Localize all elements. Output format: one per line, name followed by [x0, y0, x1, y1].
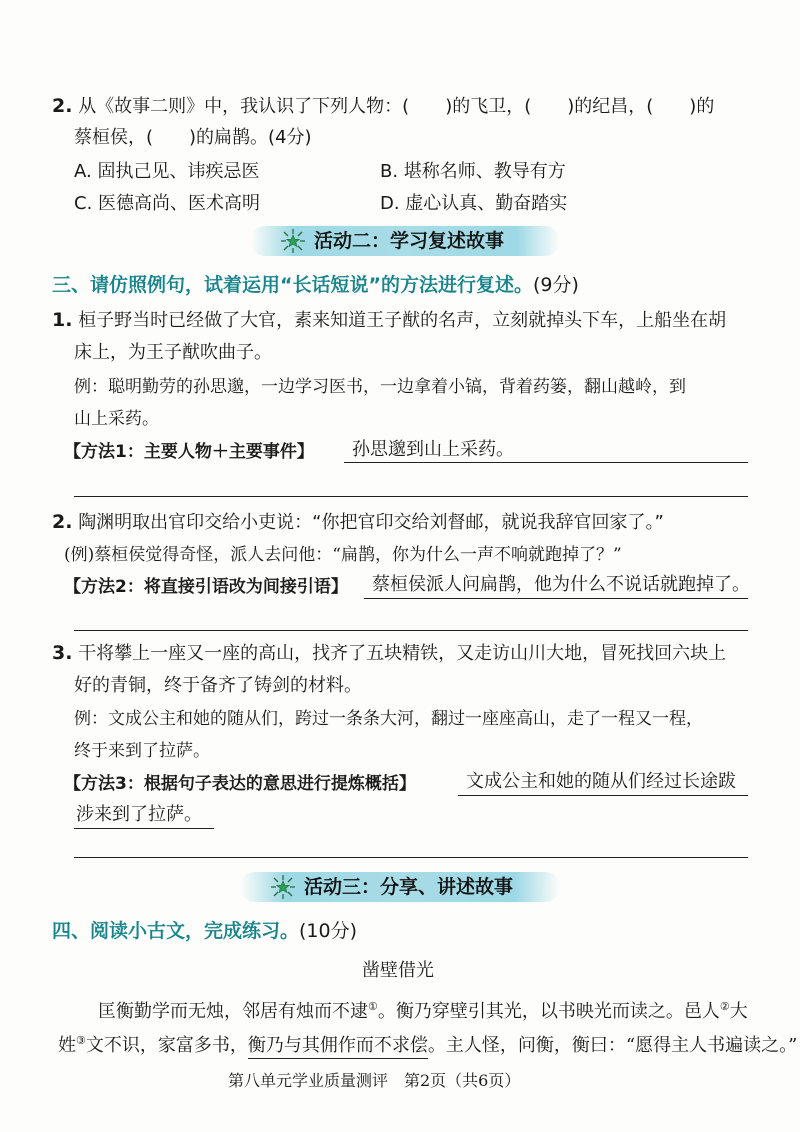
- item-1-example-line2: 山上采药。: [74, 409, 159, 429]
- item-2-line1: [52, 510, 664, 535]
- item-1-line1: [52, 308, 726, 333]
- passage-text: 文不识，家富多书，: [85, 1035, 248, 1056]
- item-3-example-line2: 终于来到了拉萨。: [74, 741, 210, 761]
- passage-text: 。衡乃穿壁引其光，以书映光而读之。邑人: [377, 1001, 720, 1022]
- activity-2-title: 活动二：学习复述故事: [314, 230, 505, 252]
- passage-text: 匡衡勤学而无烛，邻居有烛而不逮: [98, 1001, 368, 1022]
- item-3-answer-line1: 文成公主和她的随从们经过长途跋: [466, 771, 736, 792]
- item-3-answer-line2: 涉来到了拉萨。: [76, 804, 202, 825]
- option-a: A. 固执己见、讳疾忌医: [74, 161, 260, 182]
- sparkle-star-icon: [270, 874, 296, 900]
- item-1-method: 【方法1：主要人物＋主要事件】: [64, 442, 314, 462]
- item-number: 2.: [52, 511, 73, 533]
- activity-3-banner: [240, 872, 560, 902]
- footnote-marker: ①: [368, 1000, 378, 1013]
- answer-line: [74, 496, 748, 497]
- section-4-heading: [52, 918, 357, 944]
- answer-line: [364, 598, 748, 599]
- item-number: 1.: [52, 309, 73, 331]
- item-2-method: 【方法2：将直接引语改为间接引语】: [64, 577, 348, 597]
- question-2-line2: 蔡桓侯，( )的扁鹊。(4分): [74, 127, 312, 148]
- passage-text: 姓: [58, 1035, 76, 1056]
- item-1-example-line1: 例：聪明勤劳的孙思邈，一边学习医书，一边拿着小镐，背着药篓，翻山越岭，到: [74, 377, 686, 397]
- option-b: B. 堪称名师、教导有方: [380, 161, 566, 182]
- passage-title: 凿壁借光: [362, 960, 434, 981]
- section-3-title: 三、请仿照例句，试着运用“长话短说”的方法进行复述。: [52, 274, 533, 296]
- footnote-marker: ②: [719, 1000, 730, 1013]
- underlined-sentence: 衡乃与其佣作而不求偿: [248, 1035, 428, 1059]
- option-d: D. 虚心认真、勤奋踏实: [380, 193, 568, 214]
- section-3-heading: [52, 272, 579, 298]
- page-footer: 第八单元学业质量测评 第2页（共6页）: [228, 1071, 521, 1090]
- section-4-points: (10分): [299, 920, 358, 942]
- passage-line2: [58, 1028, 797, 1059]
- item-3-method: 【方法3：根据句子表达的意思进行提炼概括】: [64, 774, 416, 794]
- item-text: 陶渊明取出官印交给小吏说：“你把官印交给刘督邮，就说我辞官回家了。”: [78, 512, 664, 533]
- sparkle-star-icon: [280, 228, 306, 254]
- item-1-answer: 孙思邈到山上采药。: [352, 439, 514, 460]
- passage-line1: [98, 994, 748, 1025]
- answer-line: [344, 462, 748, 463]
- passage-text: 大: [729, 1001, 748, 1022]
- question-text: 从《故事二则》中，我认识了下列人物：( )的飞卫，( )的纪昌，( )的: [78, 96, 715, 117]
- passage-text: 。主人怪，问衡，衡曰：“愿得主人书遍读之。”: [427, 1035, 798, 1056]
- item-text: 干将攀上一座又一座的高山，找齐了五块精铁，又走访山川大地，冒死找回六块上: [78, 643, 727, 664]
- item-3-line2: 好的青铜，终于备齐了铸剑的材料。: [74, 675, 362, 696]
- item-2-example: (例)蔡桓侯觉得奇怪，派人去问他：“扁鹊，你为什么一声不响就跑掉了？”: [64, 545, 622, 565]
- question-number: 2.: [52, 95, 73, 117]
- answer-line: [74, 828, 214, 829]
- section-4-title: 四、阅读小古文，完成练习。: [52, 920, 300, 942]
- answer-line: [74, 857, 748, 858]
- activity-3-title: 活动三：分享、讲述故事: [304, 876, 514, 898]
- item-1-line2: 床上，为王子猷吹曲子。: [74, 342, 272, 363]
- answer-line: [74, 630, 748, 631]
- item-3-example-line1: 例：文成公主和她的随从们，跨过一条条大河，翻过一座座高山，走了一程又一程，: [74, 709, 703, 729]
- answer-line: [458, 795, 748, 796]
- item-number: 3.: [52, 642, 73, 664]
- option-c: C. 医德高尚、医术高明: [74, 193, 261, 214]
- footnote-marker: ③: [76, 1034, 86, 1047]
- item-3-line1: [52, 641, 726, 666]
- activity-2-banner: [250, 226, 560, 256]
- item-text: 桓子野当时已经做了大官，素来知道王子猷的名声，立刻就掉头下车，上船坐在胡: [78, 310, 727, 331]
- section-3-points: (9分): [532, 274, 579, 296]
- item-2-answer: 蔡桓侯派人问扁鹊，他为什么不说话就跑掉了。: [372, 574, 750, 595]
- question-2-line1: [52, 94, 714, 119]
